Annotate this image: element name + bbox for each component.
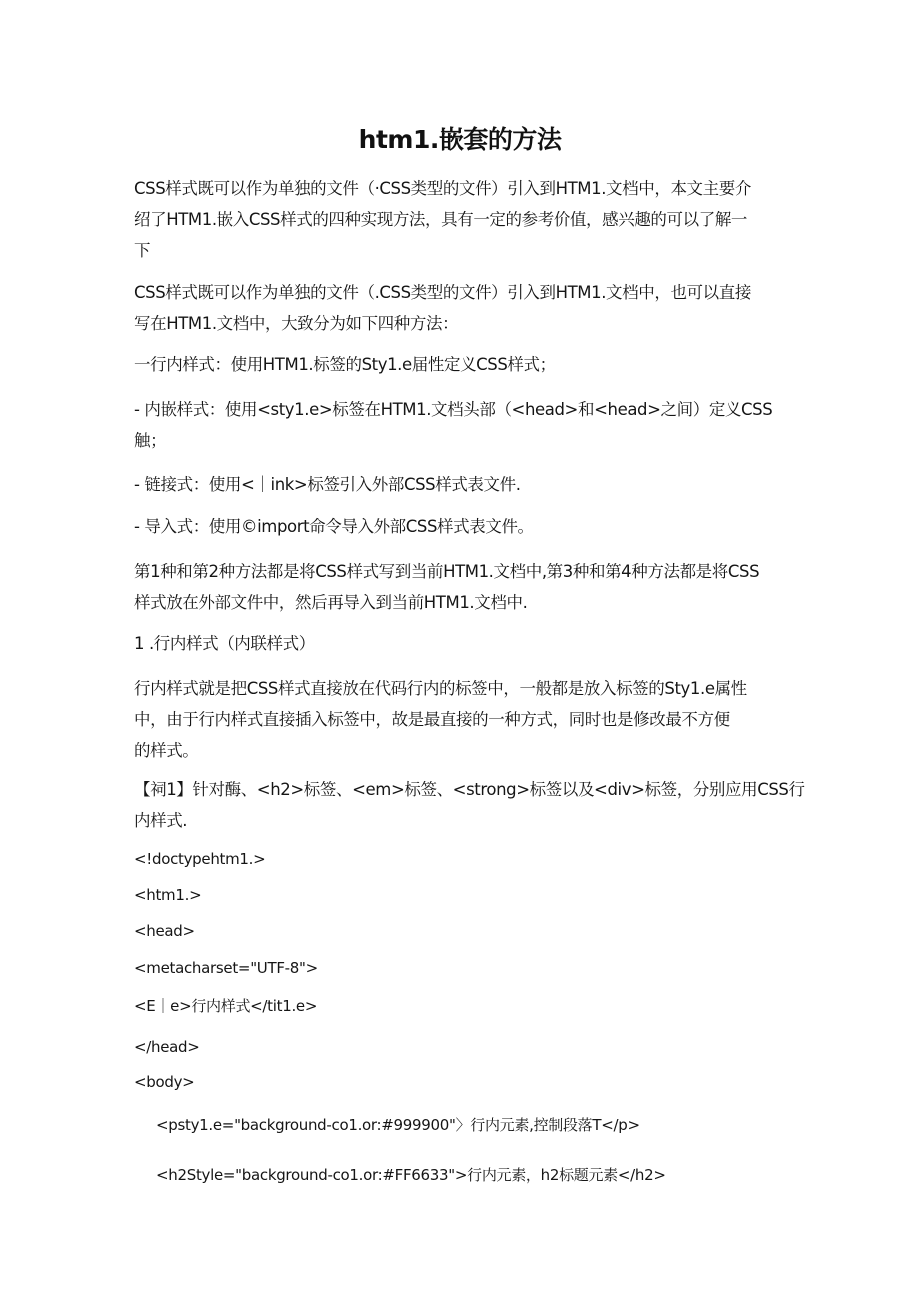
code-line: <body> bbox=[134, 1073, 195, 1091]
text-line: 【祠1】针对酶、<h2>标签、<em>标签、<strong>标签以及<div>标签，分别应用CSS行 bbox=[134, 780, 805, 799]
method-inline-item bbox=[134, 349, 784, 380]
code-line: <htm1.> bbox=[134, 886, 202, 904]
text-line: CSS样式既可以作为单独的文件（·CSS类型的文件）引入到HTM1.文档中，本文主要介 bbox=[134, 179, 751, 198]
text-line: 触； bbox=[134, 431, 167, 450]
text-line: CSS样式既可以作为单独的文件（.CSS类型的文件）引入到HTM1.文档中，也可以直接 bbox=[134, 283, 751, 302]
text-line: 第1种和第2种方法都是将CSS样式写到当前HTM1.文档中,第3种和第4种方法都是将CSS bbox=[134, 562, 760, 581]
text-line: 写在HTM1.文档中，大致分为如下四种方法： bbox=[134, 314, 459, 333]
text-line: 的样式。 bbox=[134, 741, 199, 760]
example1-paragraph bbox=[134, 774, 805, 836]
text-line: 绍了HTM1.嵌入CSS样式的四种实现方法，具有一定的参考价值，感兴趣的可以了解一 bbox=[134, 210, 748, 229]
text-line: 样式放在外部文件中，然后再导入到当前HTM1.文档中. bbox=[134, 593, 528, 612]
section1-paragraph bbox=[134, 673, 784, 766]
code-line: </head> bbox=[134, 1038, 200, 1056]
text-line: - 内嵌样式：使用<sty1.e>标签在HTM1.文档头部（<head>和<head>之间）定义CSS bbox=[134, 400, 773, 419]
text-line: - 链接式：使用<｜ink>标签引入外部CSS样式表文件. bbox=[134, 475, 521, 494]
code-line: <metacharset="UTF-8"> bbox=[134, 959, 318, 977]
text-line: 一行内样式：使用HTM1.标签的Sty1.e届性定义CSS样式； bbox=[134, 355, 556, 374]
method-embedded-item bbox=[134, 394, 784, 456]
text-line: 行内样式就是把CSS样式直接放在代码行内的标签中，一般都是放入标签的Sty1.e属性 bbox=[134, 679, 747, 698]
summary-paragraph bbox=[134, 556, 784, 618]
text-line: 下 bbox=[134, 241, 151, 260]
text-line: 中，由于行内样式直接插入标签中，故是最直接的一种方式，同时也是修改最不方便 bbox=[134, 710, 730, 729]
code-line: <psty1.e="background-co1.or:#999900"〉行内元素,控制段落T</p> bbox=[156, 1116, 640, 1134]
code-line: <!doctypehtm1.> bbox=[134, 850, 266, 868]
code-line: <h2Style="background-co1.or:#FF6633">行内元素，h2标题元素</h2> bbox=[156, 1166, 666, 1184]
document-title: htm1.嵌套的方法 bbox=[358, 125, 562, 154]
methods-overview-paragraph bbox=[134, 277, 784, 339]
intro-paragraph bbox=[134, 173, 784, 266]
method-link-item bbox=[134, 469, 784, 500]
text-line: 内样式. bbox=[134, 811, 188, 830]
method-import-item bbox=[134, 511, 784, 542]
text-line: 1 .行内样式（内联样式） bbox=[134, 634, 315, 653]
section1-heading bbox=[134, 628, 784, 659]
code-line: <head> bbox=[134, 922, 195, 940]
text-line: - 导入式：使用©import命令导入外部CSS样式表文件。 bbox=[134, 517, 534, 536]
code-line: <E｜e>行内样式</tit1.e> bbox=[134, 997, 318, 1015]
